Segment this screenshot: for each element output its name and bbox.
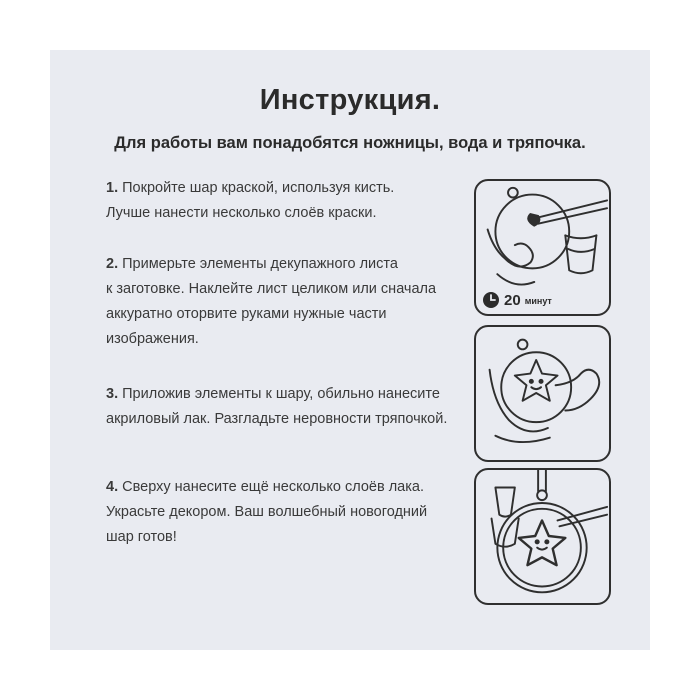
illustration-apply-decal bbox=[474, 325, 611, 462]
step-4 bbox=[106, 475, 466, 550]
step-text-line: аккуратно оторвите руками нужные части bbox=[106, 306, 387, 322]
step-text-line: Украсьте декором. Ваш волшебный новогодний bbox=[106, 504, 428, 520]
apply-decal-illustration bbox=[476, 327, 609, 460]
step-2 bbox=[106, 252, 466, 352]
timer-unit: минут bbox=[524, 296, 552, 306]
clock-icon bbox=[482, 291, 500, 309]
step-text-line: акриловый лак. Разгладьте неровности тряпочкой. bbox=[106, 411, 448, 427]
illustration-finished-ball bbox=[474, 468, 611, 605]
step-1 bbox=[106, 176, 466, 226]
step-text-line: Покройте шар краской, используя кисть. bbox=[122, 180, 395, 196]
step-number: 1. bbox=[106, 180, 119, 196]
step-text-line: Приложив элементы к шару, обильно нанесите bbox=[122, 386, 440, 402]
step-text-line: изображения. bbox=[106, 331, 199, 347]
step-text-line: к заготовке. Наклейте лист целиком или сначала bbox=[106, 281, 437, 297]
step-3 bbox=[106, 382, 466, 432]
step-number: 3. bbox=[106, 386, 119, 402]
step-text-line: Сверху нанесите ещё несколько слоёв лака. bbox=[122, 479, 424, 495]
timer-minutes: 20 bbox=[504, 291, 521, 309]
step-text-line: Лучше нанести несколько слоёв краски. bbox=[106, 205, 377, 221]
step-text-line: Примерьте элементы декупажного листа bbox=[122, 256, 398, 272]
step-number: 4. bbox=[106, 479, 119, 495]
page-title: Инструкция. bbox=[259, 84, 441, 116]
illustration-paint-ball bbox=[474, 179, 611, 316]
finished-ball-illustration bbox=[476, 470, 609, 603]
step-text-line: шар готов! bbox=[106, 529, 177, 545]
timer bbox=[482, 291, 552, 309]
page-subtitle: Для работы вам понадобятся ножницы, вода и тряпочка. bbox=[114, 134, 586, 152]
step-number: 2. bbox=[106, 256, 119, 272]
